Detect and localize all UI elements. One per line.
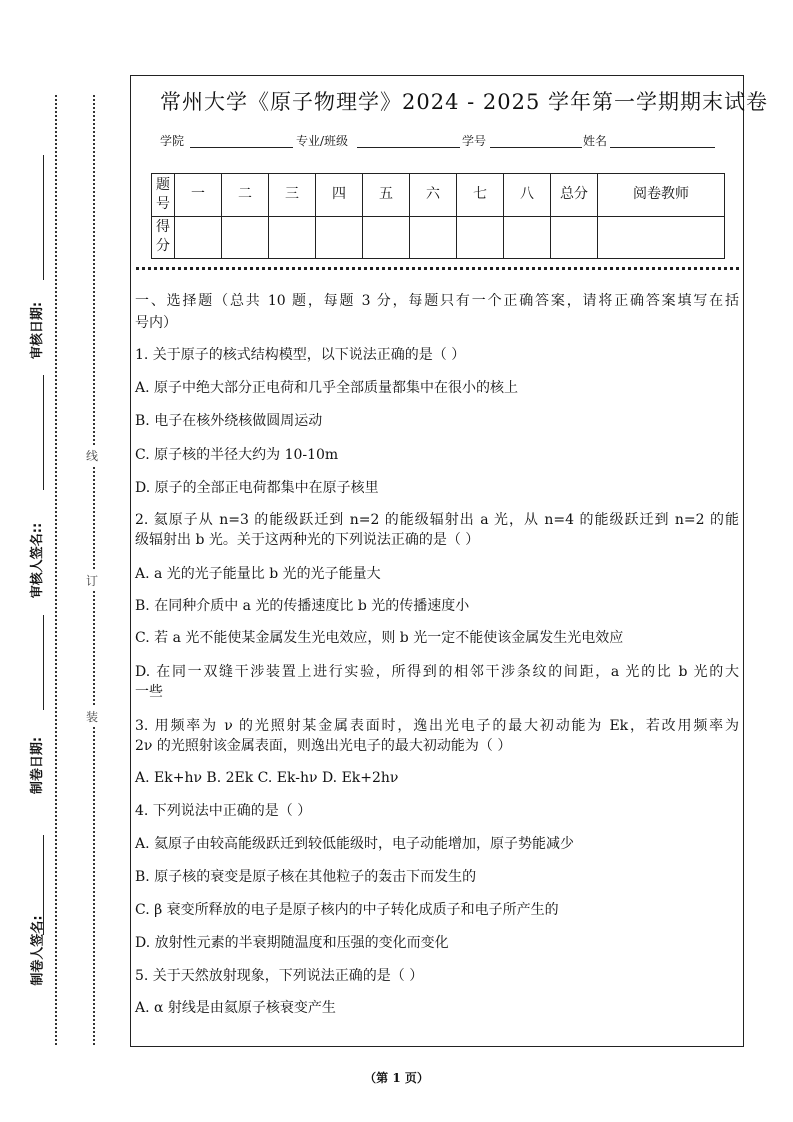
- column-header: 一: [175, 174, 222, 217]
- name-field[interactable]: [610, 147, 715, 148]
- score-cell[interactable]: [457, 216, 504, 259]
- score-cell[interactable]: [410, 216, 457, 259]
- student-id-field[interactable]: [490, 147, 582, 148]
- score-cell[interactable]: [551, 216, 598, 259]
- major-class-field[interactable]: [357, 147, 460, 148]
- score-cell[interactable]: [269, 216, 316, 259]
- question-line: A. 原子中绝大部分正电荷和几乎全部质量都集中在很小的核上: [135, 380, 519, 396]
- question-line: D. 放射性元素的半衰期随温度和压强的变化而变化: [135, 935, 449, 951]
- question-line: B. 电子在核外绕核做圆周运动: [135, 413, 323, 429]
- review-date-label: 审核日期:: [30, 301, 46, 359]
- question-line: D. 在同一双缝干涉装置上进行实验，所得到的相邻干涉条纹的间距，a 光的比 b 光的大: [135, 664, 739, 680]
- student-id-label: 学号: [462, 134, 487, 148]
- question-line: 2. 氦原子从 n=3 的能级跃迁到 n=2 的能级辐射出 a 光，从 n=4 的能级跃迁到 n=2 的能: [135, 512, 739, 528]
- binding-char-ding: 订: [86, 570, 98, 591]
- score-cell[interactable]: [175, 216, 222, 259]
- question-line: 一些: [135, 684, 163, 700]
- score-cell[interactable]: [222, 216, 269, 259]
- table-row: [152, 174, 725, 217]
- exam-title: 常州大学《原子物理学》2024 - 2025 学年第一学期期末试卷: [160, 90, 769, 114]
- question-line: A. α 射线是由氦原子核衰变产生: [135, 1000, 336, 1016]
- prepare-date-label: 制卷日期:: [30, 736, 46, 794]
- major-class-label: 专业/班级: [296, 134, 349, 148]
- section-heading-cont: 号内）: [135, 315, 177, 331]
- table-row: [152, 216, 725, 259]
- college-field[interactable]: [190, 147, 293, 148]
- column-header: 阅卷教师: [598, 174, 725, 217]
- question-line: C. 原子核的半径大约为 10-10m: [135, 447, 339, 463]
- score-cell[interactable]: [316, 216, 363, 259]
- question-line: 级辐射出 b 光。关于这两种光的下列说法正确的是（ ）: [135, 532, 480, 548]
- question-line: A. a 光的光子能量比 b 光的光子能量大: [135, 566, 381, 582]
- binding-char-xian: 线: [86, 445, 98, 466]
- column-header: 总分: [551, 174, 598, 217]
- question-line: C. β 衰变所释放的电子是原子核内的中子转化成质子和电子所产生的: [135, 902, 559, 918]
- page-number: （第 1 页）: [364, 1071, 429, 1085]
- question-line: 2ν 的光照射该金属表面，则逸出光电子的最大初动能为（ ）: [135, 738, 512, 754]
- score-table: [151, 173, 725, 259]
- column-header: 七: [457, 174, 504, 217]
- question-line: D. 原子的全部正电荷都集中在原子核里: [135, 480, 379, 496]
- question-line: 5. 关于天然放射现象，下列说法正确的是（ ）: [135, 968, 424, 984]
- question-line: 1. 关于原子的核式结构模型，以下说法正确的是（ ）: [135, 347, 466, 363]
- question-line: B. 在同种介质中 a 光的传播速度比 b 光的传播速度小: [135, 598, 470, 614]
- preparer-signature-label: 制卷人签名:: [30, 914, 46, 986]
- column-header: 五: [363, 174, 410, 217]
- score-cell[interactable]: [598, 216, 725, 259]
- question-line: C. 若 a 光不能使某金属发生光电效应，则 b 光一定不能使该金属发生光电效应: [135, 630, 624, 646]
- row-label: 得分: [152, 216, 175, 259]
- college-label: 学院: [160, 134, 185, 148]
- column-header: 四: [316, 174, 363, 217]
- column-header: 三: [269, 174, 316, 217]
- section-heading: 一、选择题（总共 10 题，每题 3 分，每题只有一个正确答案，请将正确答案填写在括: [135, 293, 739, 309]
- reviewer-signature-blank: [43, 375, 44, 490]
- score-cell[interactable]: [363, 216, 410, 259]
- question-line: A. Ek+hν B. 2Ek C. Ek-hν D. Ek+2hν: [135, 770, 399, 786]
- row-label: 题号: [152, 174, 175, 217]
- score-cell[interactable]: [504, 216, 551, 259]
- reviewer-signature-label: 审核人签名::: [30, 522, 46, 598]
- column-header: 六: [410, 174, 457, 217]
- column-header: 二: [222, 174, 269, 217]
- binding-char-zhuang: 装: [86, 706, 98, 727]
- question-line: 3. 用频率为 ν 的光照射某金属表面时，逸出光电子的最大初动能为 Ek，若改用频率为: [135, 718, 739, 734]
- question-line: A. 氦原子由较高能级跃迁到较低能级时，电子动能增加，原子势能减少: [135, 836, 575, 852]
- question-line: 4. 下列说法中正确的是（ ）: [135, 803, 312, 819]
- name-label: 姓名: [583, 134, 608, 148]
- separator-dotted-line: [136, 267, 739, 270]
- question-line: B. 原子核的衰变是原子核在其他粒子的轰击下而发生的: [135, 869, 477, 885]
- column-header: 八: [504, 174, 551, 217]
